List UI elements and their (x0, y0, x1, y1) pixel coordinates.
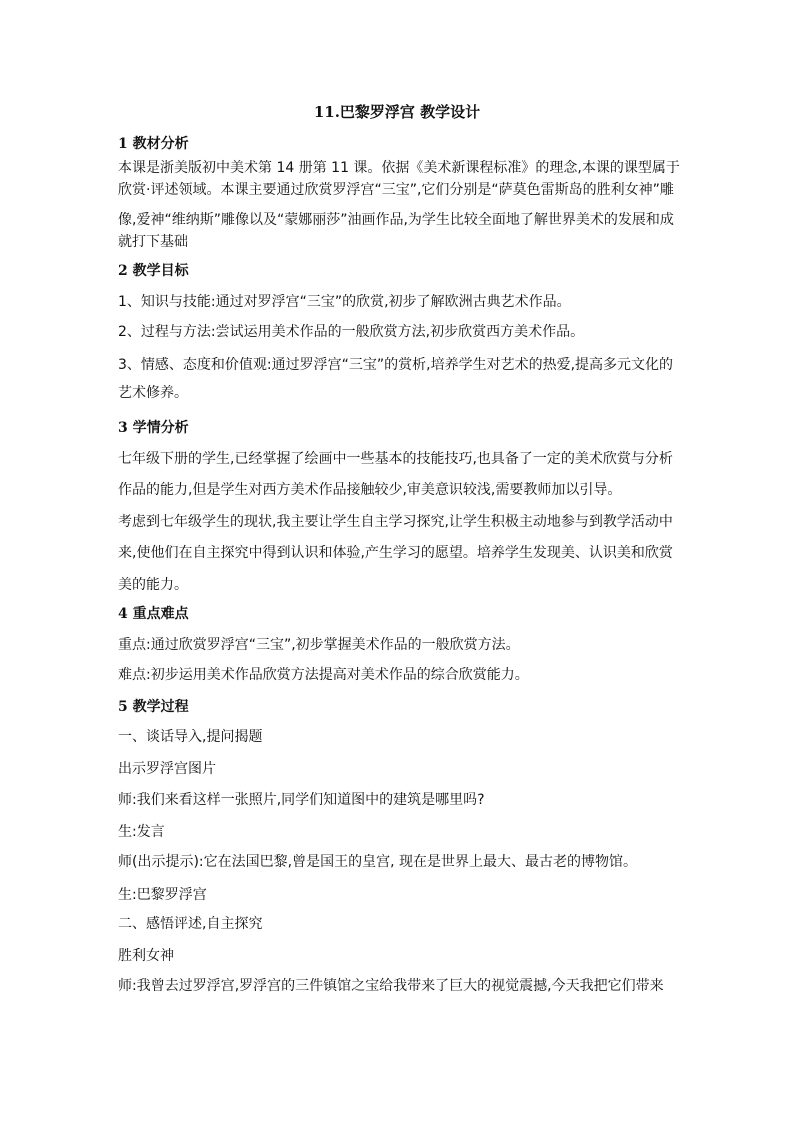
paragraph-line: 像,爱神“维纳斯”雕像以及“蒙娜丽莎”油画作品,为学生比较全面地了解世界美术的发展和成 (118, 212, 674, 228)
paragraph-line: 七年级下册的学生,已经掌握了绘画中一些基本的技能技巧,也具备了一定的美术欣赏与分析 (118, 451, 673, 467)
paragraph-line: 重点:通过欣赏罗浮宫“三宝”,初步掌握美术作品的一般欣赏方法。 (118, 637, 520, 653)
paragraph-line: 1、知识与技能:通过对罗浮宫“三宝”的欣赏,初步了解欧洲古典艺术作品。 (118, 294, 571, 310)
paragraph-line: 本课是浙美版初中美术第 14 册第 11 课。依据《美术新课程标准》的理念,本课的课型属于 (118, 160, 680, 176)
paragraph-line: 师:我曾去过罗浮宫,罗浮宫的三件镇馆之宝给我带来了巨大的视觉震撼,今天我把它们带来 (118, 978, 664, 994)
section-heading: 3 学情分析 (118, 420, 189, 436)
paragraph-line: 2、过程与方法:尝试运用美术作品的一般欣赏方法,初步欣赏西方美术作品。 (118, 324, 585, 340)
paragraph-line: 艺术修养。 (118, 385, 188, 401)
section-heading: 1 教材分析 (118, 136, 189, 152)
paragraph-line: 难点:初步运用美术作品欣赏方法提高对美术作品的综合欣赏能力。 (118, 667, 529, 683)
document-title: 11.巴黎罗浮宫 教学设计 (313, 103, 481, 121)
paragraph-line: 一、谈话导入,提问揭题 (118, 729, 263, 745)
paragraph-line: 师(出示提示):它在法国巴黎,曾是国王的皇宫, 现在是世界上最大、最古老的博物馆。 (118, 854, 637, 870)
paragraph-line: 美的能力。 (118, 577, 188, 593)
paragraph-line: 出示罗浮宫图片 (118, 761, 216, 777)
section-heading: 4 重点难点 (118, 606, 189, 622)
paragraph-line: 欣赏·评述领域。本课主要通过欣赏罗浮宫“三宝”,它们分别是“萨莫色雷斯岛的胜利女神”雕 (118, 182, 674, 198)
paragraph-line: 师:我们来看这样一张照片,同学们知道图中的建筑是哪里吗? (118, 792, 485, 808)
paragraph-line: 就打下基础 (118, 234, 188, 250)
section-heading: 2 教学目标 (118, 263, 189, 279)
paragraph-line: 生:巴黎罗浮宫 (118, 887, 207, 903)
paragraph-line: 来,使他们在自主探究中得到认识和体验,产生学习的愿望。培养学生发现美、认识美和欣赏 (118, 545, 673, 561)
paragraph-line: 胜利女神 (118, 948, 174, 964)
paragraph-line: 二、感悟评述,自主探究 (118, 916, 263, 932)
paragraph-line: 3、情感、态度和价值观:通过罗浮宫“三宝”的赏析,培养学生对艺术的热爱,提高多元文化的 (118, 357, 674, 373)
paragraph-line: 生:发言 (118, 824, 165, 840)
paragraph-line: 作品的能力,但是学生对西方美术作品接触较少,审美意识较浅,需要教师加以引导。 (118, 482, 622, 498)
section-heading: 5 教学过程 (118, 699, 189, 715)
paragraph-line: 考虑到七年级学生的现状,我主要让学生自主学习探究,让学生积极主动地参与到教学活动中 (118, 514, 673, 530)
